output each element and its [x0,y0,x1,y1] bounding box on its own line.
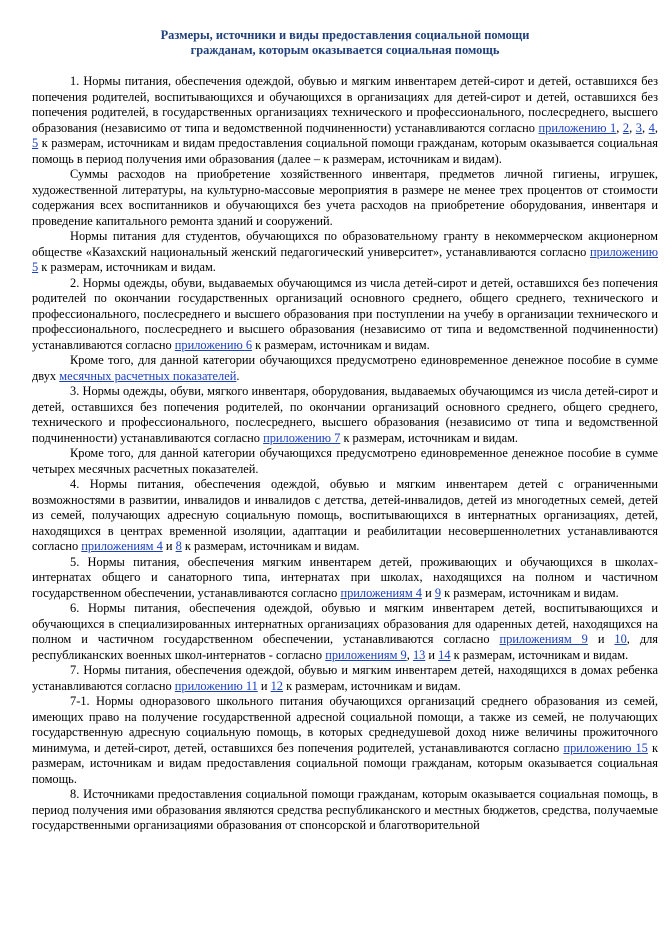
paragraph [32,229,658,276]
appendix-link[interactable]: 9 [434,585,442,600]
paragraph-text: 1. Нормы питания, обеспечения одеждой, обувью и мягким инвентарем детей-сирот и детей, оставшихся без попечения родителей, воспитывающихся и обучающихся в организациях для детей-сирот и детей, оставшихся без попечения родителей, в государственных организациях технического и профессионального, послесреднего, высшего образования (независимо от типа и ведомственной подчиненности) устанавливаются согласно [32,74,658,135]
paragraph-text: и [421,585,435,600]
paragraph [32,74,658,167]
appendix-link[interactable]: месячных расчетных показателей [59,368,237,383]
appendix-link[interactable]: 3 [635,120,642,135]
paragraph-text: к размерам, источникам и видам предоставления социальной помощи гражданам, которым оказывается социальная помощь. [32,740,658,786]
appendix-link[interactable]: 8 [175,539,182,553]
paragraph-text: к размерам, источникам и видам. [283,678,461,693]
appendix-link[interactable]: приложениям 9 [499,632,588,646]
paragraph-text: Нормы питания для студентов, обучающихся по образовательному гранту в некоммерческом акционерном обществе «Казахский национальный женский педагогический университет», устанавливаются согласно [32,229,658,259]
appendix-link[interactable]: 13 [412,647,426,662]
paragraph-text: Кроме того, для данной категории обучающихся предусмотрено единовременное денежное пособие в сумме четырех месячных расчетных показателей. [32,446,658,476]
paragraph-text: и [587,632,615,646]
appendix-link[interactable]: приложениям 9 [325,647,407,662]
appendix-link[interactable]: приложению 1 [538,120,617,135]
paragraph [32,694,658,787]
paragraph-text: , [616,120,623,135]
paragraph-text: к размерам, источникам и видам. [340,430,519,445]
paragraph [32,663,658,694]
paragraph-text: и [425,647,439,662]
document-title [32,28,658,58]
appendix-link[interactable]: 2 [622,120,630,135]
appendix-link[interactable]: приложению 5 [32,244,658,274]
paragraph-text: , [654,120,658,135]
paragraph-text: , [629,120,636,135]
paragraph-text: и [162,539,176,553]
paragraph-text: . [236,368,240,383]
paragraph [32,353,658,384]
paragraph-text: и [257,678,271,693]
appendix-link[interactable]: 12 [270,678,283,693]
paragraph-text: 6. Нормы питания, обеспечения одеждой, обувью и мягким инвентарем детей, воспитывающихся и обучающихся в специализированных интернатных организациях образования для одаренных детей, находящихся на полном и частичном государственном обеспечении, устанавливаются согласно [32,601,658,646]
paragraph-text: к размерам, источникам и видам. [252,337,430,352]
appendix-link[interactable]: приложению 15 [563,740,648,755]
title-line-2: гражданам, которым оказывается социальная помощь [190,43,500,57]
paragraph-text: к размерам, источникам и видам. [450,647,629,662]
document-body [32,74,658,834]
paragraph-text: 5. Нормы питания, обеспечения мягким инвентарем детей, проживающих и обучающихся в школах-интернатах общего и санаторного типа, интернатах при школах, находящихся на полном и частичном государственном обеспечении, устанавливаются согласно [32,554,658,600]
paragraph-text: к размерам, источникам и видам предоставления социальной помощи гражданам, которым оказывается социальная помощь в период получения ими образования (далее – к размерам, источникам и видам). [32,136,658,166]
paragraph-text: к размерам, источникам и видам. [441,585,619,600]
paragraph-text: 4. Нормы питания, обеспечения одеждой, обувью и мягким инвентарем детей с ограниченными возможностями в развитии, инвалидов и инвалидов с детства, детей-инвалидов, детей из многодетных семей, детей из семей, получающих адресную социальную помощь, воспитывающихся в интернатных организациях, детей, находящихся в центрах временной изоляции, адаптации и реабилитации несовершеннолетних устанавливаются согласно [32,477,658,553]
paragraph-text: , для республиканских военных школ-интернатов - согласно [32,632,659,662]
title-line-1: Размеры, источники и виды предоставления социальной помощи [160,28,530,42]
appendix-link[interactable]: приложению 7 [263,430,341,445]
appendix-link[interactable]: приложению 11 [174,678,258,693]
paragraph [32,601,658,663]
paragraph [32,167,658,229]
appendix-link[interactable]: приложениям 4 [340,585,422,600]
paragraph-text: Кроме того, для данной категории обучающихся предусмотрено единовременное денежное пособие в сумме двух [32,353,658,383]
paragraph [32,477,658,555]
paragraph-text: 8. Источниками предоставления социальной помощи гражданам, которым оказывается социальная помощь, в период получения ими образования являются средства республиканского и местных бюджетов, средства, получаемые государственными организациями образования от спонсорской и благотворительной [32,787,658,832]
paragraph-text: к размерам, источникам и видам. [181,539,360,553]
paragraph-text: 2. Нормы одежды, обуви, выдаваемых обучающимся из числа детей-сирот и детей, оставшихся без попечения родителей по окончании государственных организаций основного среднего, общего среднего, технического и профессионального, послесреднего и высшего образования при поступлении на учебу в организации технического и профессионального, послесреднего и высшего образования (независимо от типа и ведомственной подчиненности) устанавливаются согласно [32,275,658,352]
appendix-link[interactable]: 4 [648,120,655,135]
paragraph [32,555,658,602]
paragraph-text: 3. Нормы одежды, обуви, мягкого инвентаря, оборудования, выдаваемых обучающимся из числа детей-сирот и детей, оставшихся без попечения родителей, по окончании организаций основного среднего, общего среднего, технического и профессионального, послесреднего, высшего образования (независимо от типа и ведомственной подчиненности) устанавливаются согласно [32,384,658,445]
appendix-link[interactable]: 5 [32,136,39,150]
paragraph-text: 7. Нормы питания, обеспечения одеждой, обувью и мягким инвентарем детей, находящихся в домах ребенка устанавливаются согласно [32,663,658,693]
paragraph [32,787,658,834]
appendix-link[interactable]: приложению 6 [174,337,253,352]
paragraph [32,384,658,446]
appendix-link[interactable]: 10 [614,632,627,646]
paragraph-text: к размерам, источникам и видам. [38,260,216,274]
appendix-link[interactable]: приложениям 4 [81,539,163,553]
paragraph-text: 7-1. Нормы одноразового школьного питания обучающихся организаций среднего образования из семей, имеющих право на получение государственной адресной социальной помощи, а также из семей, не получающих государственную адресную социальную помощь, в которых среднедушевой доход ниже величины прожиточного минимума, и детей-сирот, детей, оставшихся без попечения родителей, устанавливаются согласно [32,694,658,755]
paragraph-text: , [641,120,649,135]
paragraph-text: , [406,647,413,662]
paragraph [32,446,658,477]
paragraph-text: Суммы расходов на приобретение хозяйственного инвентаря, предметов личной гигиены, игрушек, художественной литературы, на культурно-массовые мероприятия в размере не менее трех процентов от стоимости содержания всех воспитанников и обучающихся без учета расходов на приобретение оборудования, инвентаря и проведение капитального ремонта зданий и сооружений. [32,167,658,228]
paragraph [32,276,658,354]
appendix-link[interactable]: 14 [438,647,451,662]
